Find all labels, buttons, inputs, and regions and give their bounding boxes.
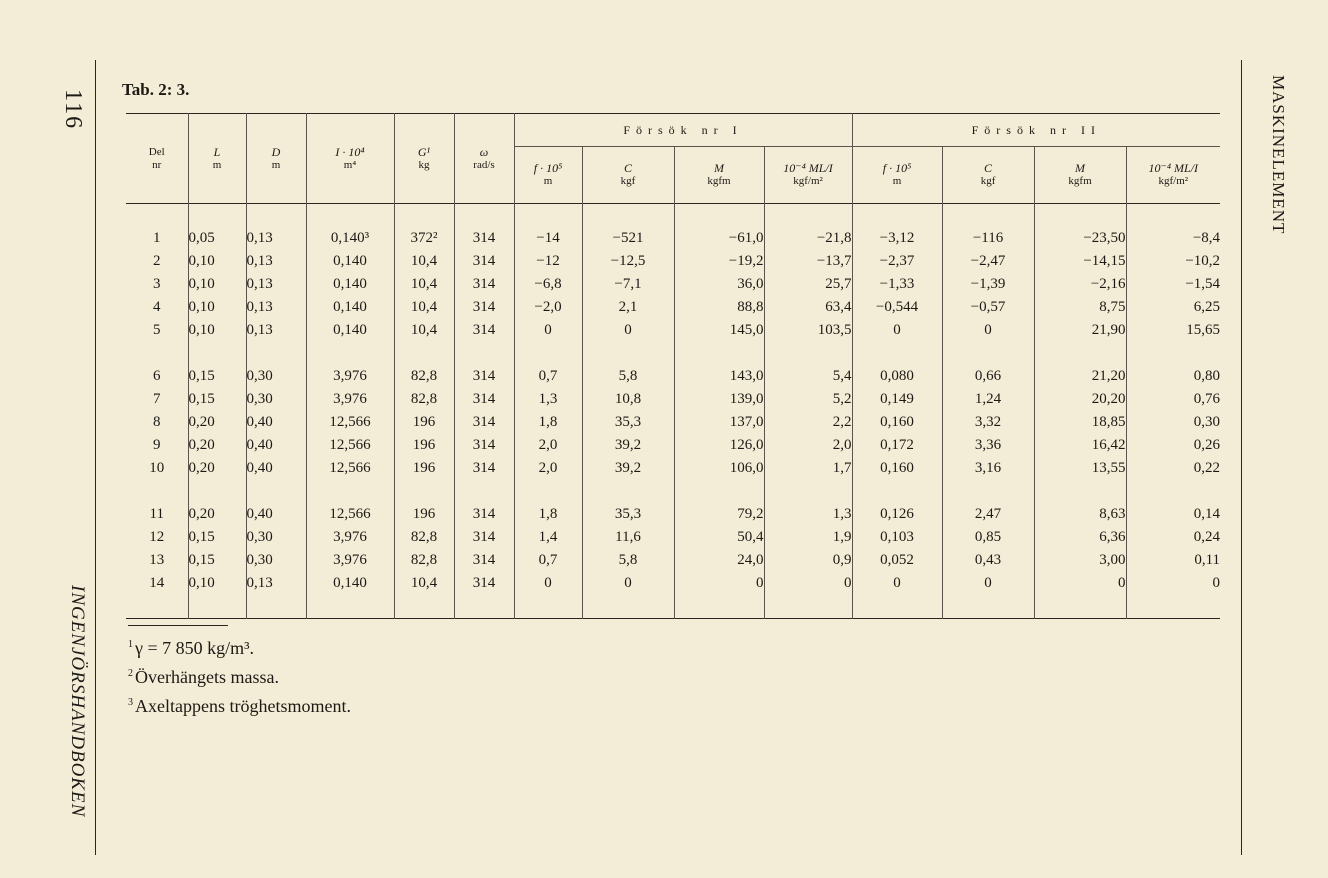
spacer-row [126, 342, 1220, 365]
cell-M-2: 8,75 [1034, 296, 1126, 319]
cell-L: 0,15 [188, 388, 246, 411]
header-f-2 [852, 147, 942, 204]
cell-L: 0,10 [188, 250, 246, 273]
cell-del: 12 [149, 529, 165, 545]
left-margin-rule [95, 60, 96, 855]
cell-f-2: −2,37 [852, 250, 942, 273]
table-row [126, 572, 1220, 595]
cell-MLI-1: 5,4 [764, 365, 852, 388]
header-I-unit: m⁴ [343, 158, 357, 171]
cell-omega: 314 [454, 296, 514, 319]
cell-f-2: 0,160 [852, 411, 942, 434]
table-row [126, 549, 1220, 572]
cell-D: 0,13 [246, 227, 306, 250]
cell-MLI-1: 5,2 [764, 388, 852, 411]
cell-del: 3 [153, 276, 161, 292]
cell-omega: 314 [454, 549, 514, 572]
cell-D: 0,13 [246, 273, 306, 296]
cell-C-2: 0,85 [942, 526, 1034, 549]
cell-del: 2 [153, 253, 161, 269]
cell-MLI-2: 6,25 [1126, 296, 1220, 319]
cell-f-2: 0,160 [852, 457, 942, 480]
cell-C-1: 39,2 [582, 434, 674, 457]
cell-I: 0,140³ [306, 227, 394, 250]
cell-G: 10,4 [394, 250, 454, 273]
cell-f-1: 2,0 [514, 457, 582, 480]
header-I-symbol: I · 10⁴ [335, 144, 365, 159]
cell-I: 0,140 [306, 296, 394, 319]
cell-G: 10,4 [394, 296, 454, 319]
cell-C-1: 0 [582, 319, 674, 342]
footnote-rule [128, 625, 228, 626]
footnote-3 [128, 690, 351, 719]
cell-f-2: −1,33 [852, 273, 942, 296]
cell-C-2: 0 [942, 319, 1034, 342]
cell-MLI-1: −21,8 [764, 227, 852, 250]
cell-I: 3,976 [306, 388, 394, 411]
cell-f-1: 2,0 [514, 434, 582, 457]
header-group-forsok-1: Försök nr I [514, 114, 852, 147]
header-group-forsok-2: Försök nr II [852, 114, 1220, 147]
cell-M-1: 0 [674, 572, 764, 595]
cell-omega: 314 [454, 411, 514, 434]
row-group-1 [126, 204, 1220, 342]
cell-I: 12,566 [306, 503, 394, 526]
header-C-2-symbol: C [984, 161, 993, 175]
cell-MLI-1: 25,7 [764, 273, 852, 296]
running-head-book-title: INGENJÖRSHANDBOKEN [67, 585, 88, 818]
cell-f-2: 0,126 [852, 503, 942, 526]
cell-f-1: 1,4 [514, 526, 582, 549]
cell-C-2: −1,39 [942, 273, 1034, 296]
row-group-2 [126, 342, 1220, 480]
header-M-2-symbol: M [1075, 161, 1086, 175]
cell-f-1: 1,3 [514, 388, 582, 411]
cell-del: 13 [149, 552, 165, 568]
cell-C-2: 3,16 [942, 457, 1034, 480]
cell-f-1: −12 [514, 250, 582, 273]
table-caption: Tab. 2: 3. [122, 80, 190, 99]
cell-I: 12,566 [306, 411, 394, 434]
cell-L: 0,20 [188, 457, 246, 480]
cell-f-1: 1,8 [514, 503, 582, 526]
header-C-1-symbol: C [623, 161, 632, 175]
cell-D: 0,40 [246, 434, 306, 457]
cell-C-1: −12,5 [582, 250, 674, 273]
cell-del: 4 [153, 299, 161, 315]
spacer-row [126, 480, 1220, 503]
cell-D: 0,30 [246, 388, 306, 411]
cell-omega: 314 [454, 365, 514, 388]
cell-M-1: 88,8 [674, 296, 764, 319]
header-C-1-unit: kgf [620, 175, 636, 187]
table-row [126, 388, 1220, 411]
cell-MLI-2: 0 [1126, 572, 1220, 595]
cell-MLI-2: 0,11 [1126, 549, 1220, 572]
table-row [126, 296, 1220, 319]
header-MLI-2-unit: kgf/m² [1158, 175, 1189, 187]
cell-L: 0,10 [188, 273, 246, 296]
cell-C-2: 2,47 [942, 503, 1034, 526]
cell-MLI-2: 0,14 [1126, 503, 1220, 526]
cell-I: 3,976 [306, 549, 394, 572]
cell-f-1: −14 [514, 227, 582, 250]
cell-M-1: 137,0 [674, 411, 764, 434]
cell-f-1: −2,0 [514, 296, 582, 319]
footnote-2 [128, 661, 351, 690]
header-f-2-symbol: f · 10⁵ [882, 161, 912, 175]
cell-G: 196 [394, 411, 454, 434]
cell-M-2: −14,15 [1034, 250, 1126, 273]
cell-M-2: 3,00 [1034, 549, 1126, 572]
header-L-symbol: L [213, 144, 221, 159]
cell-M-1: 50,4 [674, 526, 764, 549]
cell-L: 0,10 [188, 319, 246, 342]
data-table [126, 113, 1220, 619]
cell-M-2: 21,20 [1034, 365, 1126, 388]
header-G [394, 114, 454, 204]
header-M-2 [1034, 147, 1126, 204]
header-M-1-symbol: M [714, 161, 724, 175]
footnote-1 [128, 632, 351, 661]
cell-G: 82,8 [394, 549, 454, 572]
cell-M-1: 145,0 [674, 319, 764, 342]
cell-C-1: 35,3 [582, 411, 674, 434]
cell-MLI-1: 1,3 [764, 503, 852, 526]
cell-M-2: 13,55 [1034, 457, 1126, 480]
cell-del: 9 [153, 437, 161, 453]
header-f-2-unit: m [892, 175, 902, 187]
cell-MLI-1: 103,5 [764, 319, 852, 342]
cell-del: 11 [149, 506, 164, 522]
cell-omega: 314 [454, 319, 514, 342]
cell-M-2: 21,90 [1034, 319, 1126, 342]
cell-f-2: 0,052 [852, 549, 942, 572]
cell-C-2: −0,57 [942, 296, 1034, 319]
cell-D: 0,30 [246, 549, 306, 572]
table-row [126, 503, 1220, 526]
footnote-mark: 2 [128, 668, 133, 679]
header-f-1-unit: m [543, 175, 553, 187]
header-G-symbol: G¹ [417, 144, 431, 159]
header-M-1 [674, 147, 764, 204]
cell-C-1: −521 [582, 227, 674, 250]
cell-L: 0,15 [188, 365, 246, 388]
page-number: 116 [60, 89, 86, 131]
cell-M-1: 79,2 [674, 503, 764, 526]
cell-MLI-2: 0,30 [1126, 411, 1220, 434]
table-row [126, 457, 1220, 480]
cell-I: 0,140 [306, 273, 394, 296]
header-D-unit: m [271, 158, 281, 171]
cell-G: 196 [394, 457, 454, 480]
cell-G: 82,8 [394, 526, 454, 549]
cell-C-1: 10,8 [582, 388, 674, 411]
cell-L: 0,10 [188, 296, 246, 319]
cell-G: 10,4 [394, 572, 454, 595]
row-group-3 [126, 480, 1220, 619]
header-MLI-1-symbol: 10⁻⁴ ML/I [783, 161, 833, 175]
footnote-mark: 3 [128, 697, 133, 708]
cell-del: 14 [149, 575, 165, 591]
cell-C-2: 0,66 [942, 365, 1034, 388]
header-C-2 [942, 147, 1034, 204]
header-M-1-unit: kgfm [707, 175, 731, 187]
cell-MLI-1: −13,7 [764, 250, 852, 273]
header-MLI-1-unit: kgf/m² [793, 175, 823, 187]
header-omega-unit: rad/s [473, 158, 495, 171]
cell-D: 0,40 [246, 457, 306, 480]
cell-f-2: 0 [852, 572, 942, 595]
cell-del: 5 [153, 322, 161, 338]
cell-C-2: 3,32 [942, 411, 1034, 434]
cell-D: 0,30 [246, 365, 306, 388]
cell-MLI-1: 2,0 [764, 434, 852, 457]
cell-G: 196 [394, 503, 454, 526]
header-L-unit: m [212, 158, 222, 171]
cell-M-1: 106,0 [674, 457, 764, 480]
header-C-2-unit: kgf [980, 175, 996, 187]
cell-L: 0,10 [188, 572, 246, 595]
header-f-1 [514, 147, 582, 204]
cell-C-2: −116 [942, 227, 1034, 250]
cell-M-2: 0 [1034, 572, 1126, 595]
cell-C-1: 5,8 [582, 365, 674, 388]
cell-C-2: −2,47 [942, 250, 1034, 273]
cell-omega: 314 [454, 434, 514, 457]
cell-MLI-1: 1,7 [764, 457, 852, 480]
cell-omega: 314 [454, 250, 514, 273]
cell-MLI-1: 63,4 [764, 296, 852, 319]
cell-MLI-2: 0,26 [1126, 434, 1220, 457]
cell-C-1: 0 [582, 572, 674, 595]
cell-f-2: −3,12 [852, 227, 942, 250]
cell-f-2: 0,172 [852, 434, 942, 457]
cell-G: 82,8 [394, 365, 454, 388]
cell-L: 0,20 [188, 503, 246, 526]
table-row [126, 365, 1220, 388]
cell-f-1: 0 [514, 572, 582, 595]
cell-MLI-2: −10,2 [1126, 250, 1220, 273]
cell-D: 0,40 [246, 503, 306, 526]
cell-M-1: 143,0 [674, 365, 764, 388]
cell-M-2: 16,42 [1034, 434, 1126, 457]
cell-omega: 314 [454, 227, 514, 250]
cell-del: 10 [149, 460, 165, 476]
cell-M-1: 139,0 [674, 388, 764, 411]
header-MLI-2 [1126, 147, 1220, 204]
cell-f-1: 0 [514, 319, 582, 342]
cell-G: 372² [394, 227, 454, 250]
cell-del: 1 [153, 230, 161, 246]
cell-G: 82,8 [394, 388, 454, 411]
cell-omega: 314 [454, 526, 514, 549]
cell-M-1: 24,0 [674, 549, 764, 572]
table-row [126, 434, 1220, 457]
cell-M-1: 36,0 [674, 273, 764, 296]
cell-I: 3,976 [306, 365, 394, 388]
header-G-unit: kg [418, 158, 430, 171]
cell-C-1: 5,8 [582, 549, 674, 572]
cell-D: 0,13 [246, 296, 306, 319]
cell-omega: 314 [454, 273, 514, 296]
cell-del: 8 [153, 414, 161, 430]
table-row [126, 227, 1220, 250]
cell-f-2: 0 [852, 319, 942, 342]
header-omega [454, 114, 514, 204]
cell-C-2: 3,36 [942, 434, 1034, 457]
header-L [188, 114, 246, 204]
running-head-chapter: MASKINELEMENT [1269, 75, 1288, 235]
header-D [246, 114, 306, 204]
cell-I: 0,140 [306, 319, 394, 342]
cell-f-2: 0,080 [852, 365, 942, 388]
cell-MLI-1: 1,9 [764, 526, 852, 549]
cell-C-1: −7,1 [582, 273, 674, 296]
cell-omega: 314 [454, 572, 514, 595]
cell-C-2: 1,24 [942, 388, 1034, 411]
cell-C-1: 2,1 [582, 296, 674, 319]
cell-M-2: 20,20 [1034, 388, 1126, 411]
cell-D: 0,13 [246, 572, 306, 595]
cell-M-1: −19,2 [674, 250, 764, 273]
header-D-symbol: D [271, 144, 281, 159]
cell-G: 10,4 [394, 319, 454, 342]
cell-G: 196 [394, 434, 454, 457]
header-MLI-2-symbol: 10⁻⁴ ML/I [1148, 161, 1199, 175]
cell-M-2: −23,50 [1034, 227, 1126, 250]
header-f-1-symbol: f · 10⁵ [533, 161, 563, 175]
table-row [126, 319, 1220, 342]
cell-L: 0,20 [188, 411, 246, 434]
cell-M-1: −61,0 [674, 227, 764, 250]
cell-omega: 314 [454, 388, 514, 411]
footnotes [128, 632, 351, 719]
cell-L: 0,20 [188, 434, 246, 457]
cell-f-1: −6,8 [514, 273, 582, 296]
cell-MLI-2: 0,80 [1126, 365, 1220, 388]
cell-I: 0,140 [306, 250, 394, 273]
cell-M-2: 18,85 [1034, 411, 1126, 434]
cell-f-1: 0,7 [514, 365, 582, 388]
header-M-2-unit: kgfm [1068, 175, 1092, 187]
cell-f-2: −0,544 [852, 296, 942, 319]
cell-C-1: 11,6 [582, 526, 674, 549]
table-row [126, 526, 1220, 549]
cell-MLI-2: −1,54 [1126, 273, 1220, 296]
header-del-symbol: Del [148, 145, 165, 158]
cell-I: 0,140 [306, 572, 394, 595]
cell-I: 12,566 [306, 434, 394, 457]
cell-f-2: 0,103 [852, 526, 942, 549]
table-row [126, 273, 1220, 296]
footnote-text: γ = 7 850 kg/m³. [135, 638, 255, 658]
footnote-text: Axeltappens tröghetsmoment. [135, 696, 351, 716]
cell-C-1: 39,2 [582, 457, 674, 480]
cell-M-2: 8,63 [1034, 503, 1126, 526]
header-I [306, 114, 394, 204]
spacer-row [126, 595, 1220, 619]
cell-MLI-2: 15,65 [1126, 319, 1220, 342]
cell-D: 0,40 [246, 411, 306, 434]
cell-f-1: 1,8 [514, 411, 582, 434]
spacer-row [126, 204, 1220, 227]
cell-C-2: 0 [942, 572, 1034, 595]
cell-MLI-2: 0,22 [1126, 457, 1220, 480]
cell-MLI-2: 0,24 [1126, 526, 1220, 549]
table-row [126, 411, 1220, 434]
footnote-text: Överhängets massa. [135, 667, 279, 687]
cell-omega: 314 [454, 457, 514, 480]
cell-M-1: 126,0 [674, 434, 764, 457]
cell-L: 0,15 [188, 549, 246, 572]
cell-M-2: −2,16 [1034, 273, 1126, 296]
cell-D: 0,13 [246, 250, 306, 273]
cell-MLI-2: 0,76 [1126, 388, 1220, 411]
cell-f-1: 0,7 [514, 549, 582, 572]
cell-del: 7 [153, 391, 161, 407]
cell-I: 12,566 [306, 457, 394, 480]
cell-I: 3,976 [306, 526, 394, 549]
header-MLI-1 [764, 147, 852, 204]
header-C-1 [582, 147, 674, 204]
footnote-mark: 1 [128, 639, 133, 650]
cell-G: 10,4 [394, 273, 454, 296]
cell-D: 0,13 [246, 319, 306, 342]
cell-L: 0,15 [188, 526, 246, 549]
cell-D: 0,30 [246, 526, 306, 549]
cell-MLI-1: 0,9 [764, 549, 852, 572]
cell-omega: 314 [454, 503, 514, 526]
cell-MLI-1: 0 [764, 572, 852, 595]
cell-L: 0,05 [188, 227, 246, 250]
cell-f-2: 0,149 [852, 388, 942, 411]
cell-MLI-2: −8,4 [1126, 227, 1220, 250]
cell-M-2: 6,36 [1034, 526, 1126, 549]
header-del [126, 114, 188, 204]
cell-C-2: 0,43 [942, 549, 1034, 572]
right-margin-rule [1241, 60, 1242, 855]
table-row [126, 250, 1220, 273]
cell-del: 6 [153, 368, 161, 384]
header-del-unit: nr [152, 158, 162, 171]
header-omega-symbol: ω [479, 144, 489, 159]
cell-C-1: 35,3 [582, 503, 674, 526]
cell-MLI-1: 2,2 [764, 411, 852, 434]
